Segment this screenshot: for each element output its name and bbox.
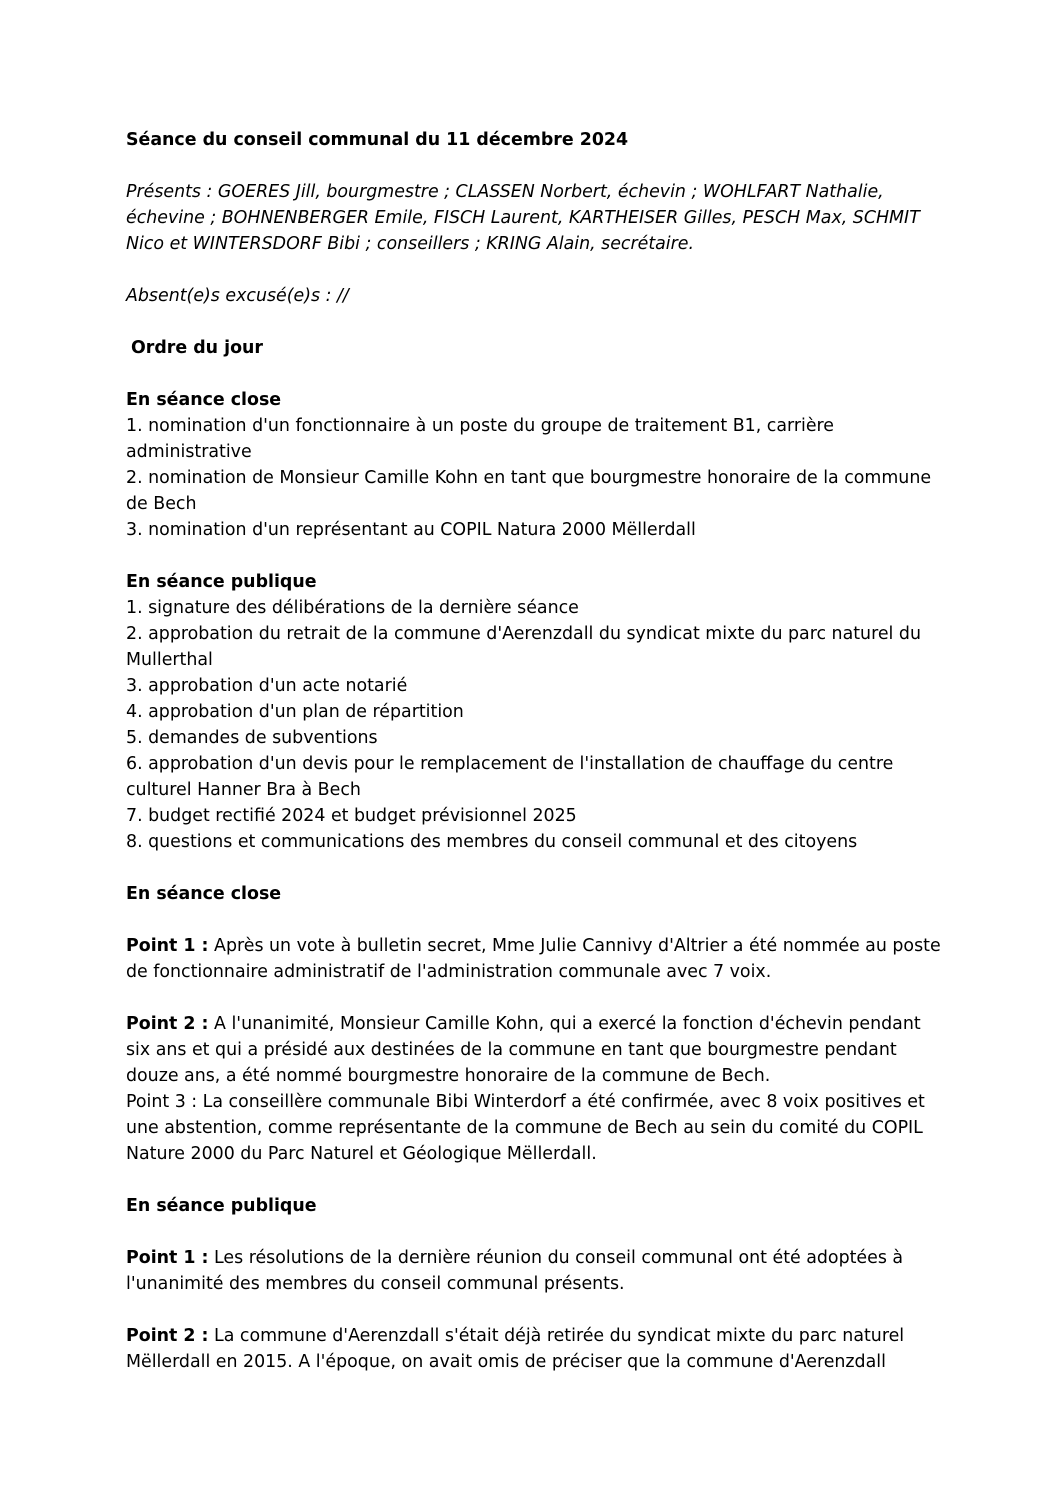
point-text: Les résolutions de la dernière réunion du conseil communal ont été adoptées à l'unanimité des membres du conseil communal présents. <box>126 1248 904 1294</box>
agenda-public-item: 3. approbation d'un acte notarié <box>126 676 408 696</box>
agenda-public-item: 8. questions et communications des membres du conseil communal et des citoyens <box>126 832 858 852</box>
agenda-closed-item: 3. nomination d'un représentant au COPIL Natura 2000 Mëllerdall <box>126 520 696 540</box>
point-label: Point 1 : <box>126 936 209 956</box>
point-text: Après un vote à bulletin secret, Mme Julie Cannivy d'Altrier a été nommée au poste de fonctionnaire administratif de l'administration communale avec 7 voix. <box>126 936 941 982</box>
closed-point-2 <box>126 1011 946 1089</box>
agenda-closed-session-heading: En séance close <box>126 390 282 410</box>
agenda-heading: Ordre du jour <box>131 338 263 358</box>
agenda-public-session-heading: En séance publique <box>126 572 317 592</box>
agenda-public-item: 1. signature des délibérations de la dernière séance <box>126 598 579 618</box>
agenda-closed-item: 1. nomination d'un fonctionnaire à un poste du groupe de traitement B1, carrière administrative <box>126 416 835 462</box>
point-label: Point 2 : <box>126 1326 209 1346</box>
closed-point-1 <box>126 933 946 985</box>
absentees-paragraph: Absent(e)s excusé(e)s : // <box>126 286 349 306</box>
agenda-public-item: 7. budget rectifié 2024 et budget prévisionnel 2025 <box>126 806 577 826</box>
closed-session-heading: En séance close <box>126 884 282 904</box>
document-title: Séance du conseil communal du 11 décembre 2024 <box>126 130 629 150</box>
agenda-public-item: 6. approbation d'un devis pour le remplacement de l'installation de chauffage du centre culturel Hanner Bra à Bech <box>126 754 894 800</box>
public-session-heading: En séance publique <box>126 1196 317 1216</box>
public-point-1 <box>126 1245 946 1297</box>
agenda-public-item: 2. approbation du retrait de la commune d'Aerenzdall du syndicat mixte du parc naturel du Mullerthal <box>126 624 921 670</box>
agenda-public-item: 4. approbation d'un plan de répartition <box>126 702 464 722</box>
agenda-public-item: 5. demandes de subventions <box>126 728 378 748</box>
point-text: La commune d'Aerenzdall s'était déjà retirée du syndicat mixte du parc naturel Mëllerdall en 2015. A l'époque, on avait omis de préciser que la commune d'Aerenzdall <box>126 1326 905 1372</box>
attendees-paragraph: Présents : GOERES Jill, bourgmestre ; CLASSEN Norbert, échevin ; WOHLFART Nathalie, échevine ; BOHNENBERGER Emile, FISCH Laurent, KARTHEISER Gilles, PESCH Max, SCHMIT Nico et WINTERSDORF Bibi ; conseillers ; KRING Alain, secrétaire. <box>126 182 920 254</box>
point-label: Point 1 : <box>126 1248 209 1268</box>
closed-point-3: Point 3 : La conseillère communale Bibi Winterdorf a été confirmée, avec 8 voix positives et une abstention, comme représentante de la commune de Bech au sein du comité du COPIL Nature 2000 du Parc Naturel et Géologique Mëllerdall. <box>126 1092 925 1164</box>
agenda-closed-item: 2. nomination de Monsieur Camille Kohn en tant que bourgmestre honoraire de la commune de Bech <box>126 468 932 514</box>
document-body <box>126 127 946 1375</box>
public-point-2 <box>126 1323 946 1375</box>
point-label: Point 2 : <box>126 1014 209 1034</box>
point-text: A l'unanimité, Monsieur Camille Kohn, qui a exercé la fonction d'échevin pendant six ans et qui a présidé aux destinées de la commune en tant que bourgmestre pendant douze ans, a été nommé bourgmestre honoraire de la commune de Bech. <box>126 1014 921 1086</box>
